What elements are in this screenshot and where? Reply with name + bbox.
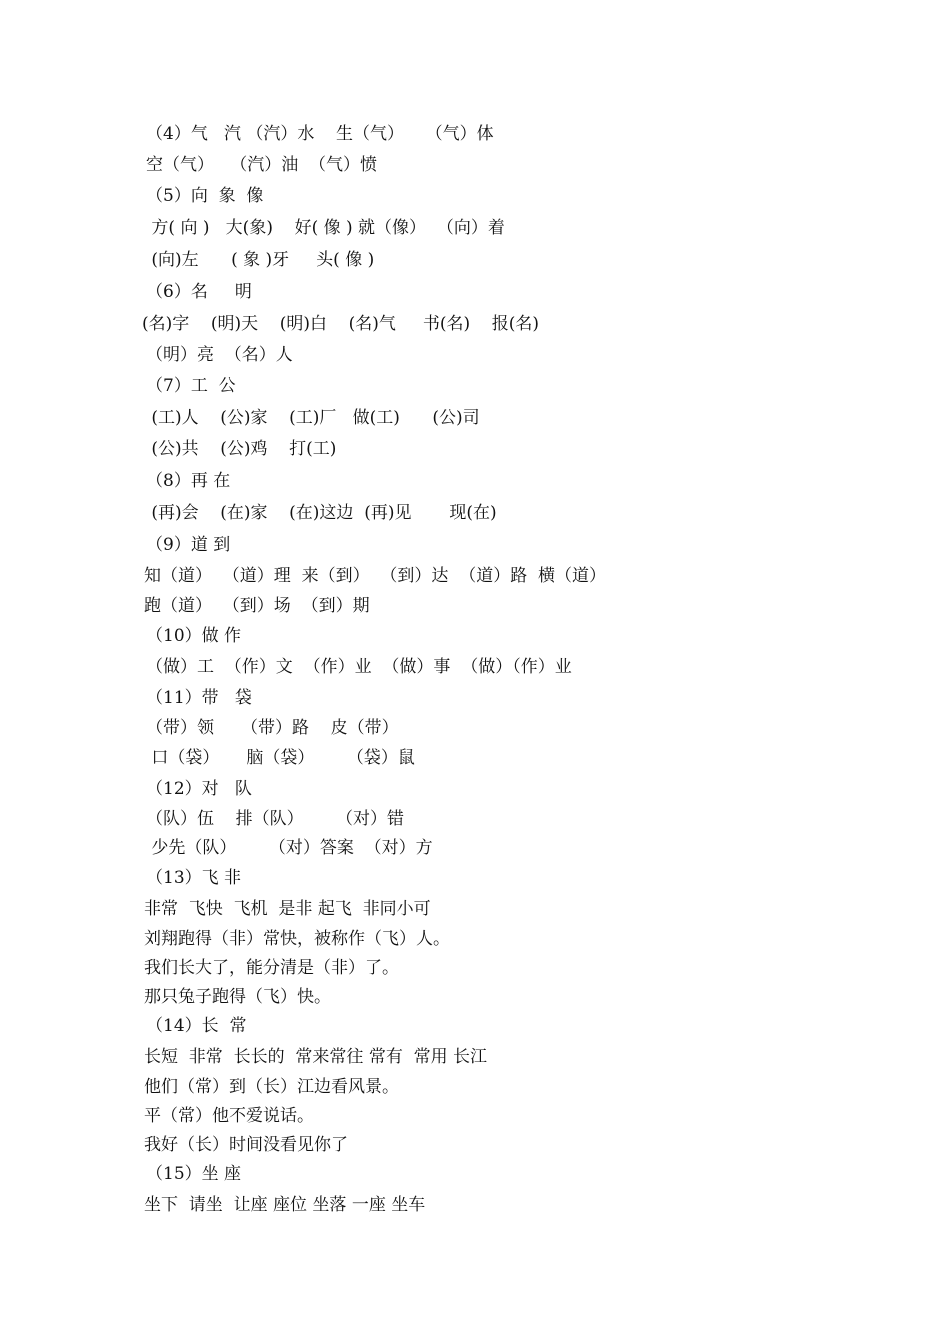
text-line: （队）伍 排（队） （对）错 [146,809,405,829]
text-line: （10）做 作 [146,626,242,646]
text-line: (名)字 (明)天 (明)白 (名)气 书(名) 报(名) [142,314,540,334]
text-line: 跑（道） （到）场 （到）期 [144,596,370,616]
text-line: 平（常）他不爱说话。 [144,1106,314,1126]
text-line: 非常 飞快 飞机 是非 起飞 非同小可 [144,899,431,919]
text-line: （5）向 象 像 [146,186,264,206]
text-line: （11）带 袋 [146,688,252,708]
text-line: 长短 非常 长长的 常来常往 常有 常用 长江 [144,1047,488,1067]
text-line: 我们长大了，能分清是（非）了。 [144,958,399,978]
text-line: （15）坐 座 [146,1164,242,1184]
text-line: 他们（常）到（长）江边看风景。 [144,1077,399,1097]
text-line: （明）亮 （名）人 [146,345,293,365]
text-line: （做）工 （作）文 （作）业 （做）事 （做）（作）业 [146,657,572,677]
text-line: 我好（长）时间没看见你了 [144,1135,348,1155]
text-line: 坐下 请坐 让座 座位 坐落 一座 坐车 [144,1195,426,1215]
text-line: 空（气） （汽）油 （气）愤 [146,155,378,175]
text-line: （12）对 队 [146,779,252,799]
text-line: （4）气 汽 （汽）水 生（气） （气）体 [146,124,494,144]
text-line: 方( 向 ) 大(象) 好( 像 ) 就（像） （向）着 [146,218,505,238]
text-line: (再)会 (在)家 (在)这边 (再)见 现(在) [146,503,497,523]
text-line: （8）再 在 [146,471,231,491]
text-line: （13）飞 非 [146,868,242,888]
text-line: 知（道） （道）理 来（到） （到）达 （道）路 横（道） [144,566,607,586]
text-line: (向)左 ( 象 )牙 头( 像 ) [146,250,375,270]
text-line: 口（袋） 脑（袋） （袋）鼠 [146,748,415,768]
text-line: （14）长 常 [146,1016,247,1036]
text-line: 那只兔子跑得（飞）快。 [144,987,331,1007]
text-line: 刘翔跑得（非）常快，被称作（飞）人。 [144,929,450,949]
text-line: (工)人 (公)家 (工)厂 做(工) (公)司 [146,408,480,428]
text-line: （7）工 公 [146,376,236,396]
text-line: 少先（队） （对）答案 （对）方 [146,838,433,858]
text-line: （9）道 到 [146,535,231,555]
text-line: （6）名 明 [146,282,252,302]
text-line: (公)共 (公)鸡 打(工) [146,439,337,459]
text-line: （带）领 （带）路 皮（带） [146,718,399,738]
